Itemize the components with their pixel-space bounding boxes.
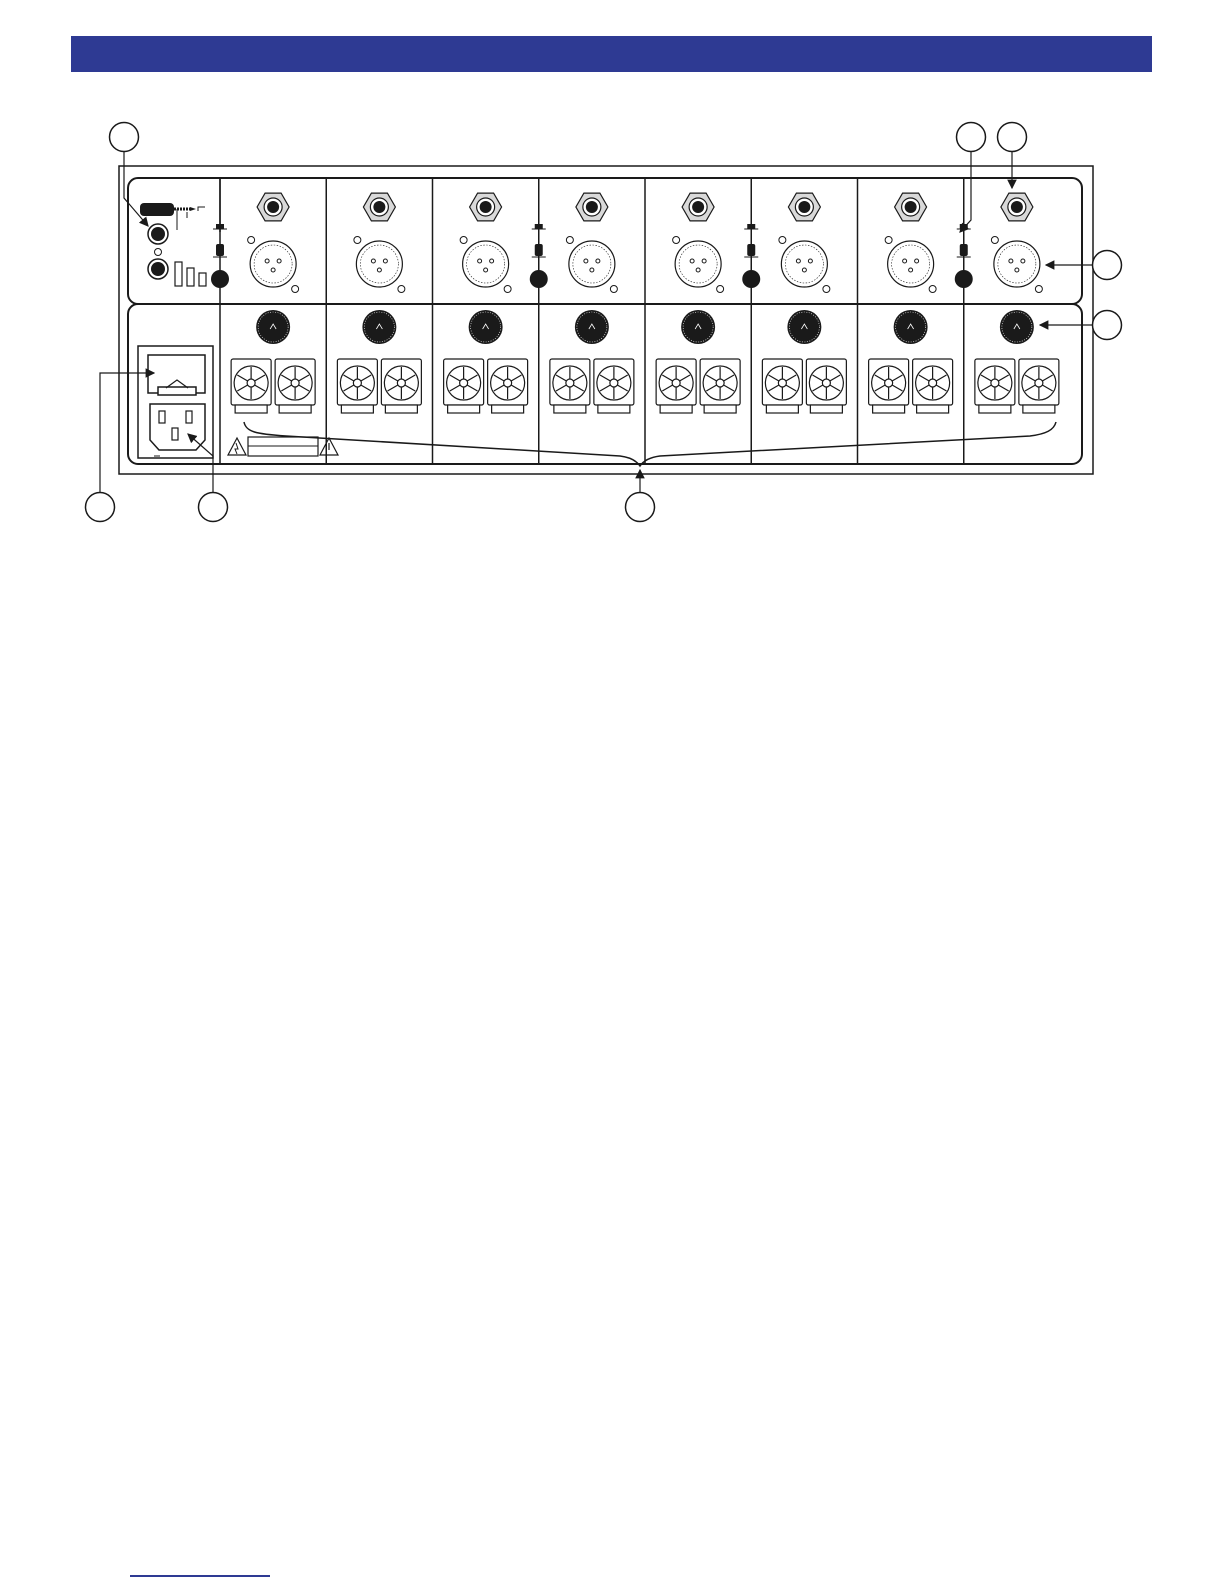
callout-circle-1 (110, 123, 139, 152)
xlr-screw-icon (823, 286, 830, 293)
speaker-terminal-base (385, 405, 417, 413)
callout-circle-6 (86, 493, 115, 522)
xlr-screw-icon (610, 286, 617, 293)
switch-down-icon (216, 244, 224, 256)
xlr-screw-icon (354, 237, 361, 244)
trs-jack-hole (267, 201, 279, 213)
speaker-terminal-base (279, 405, 311, 413)
xlr-input-connector (888, 241, 934, 287)
terminal-hub (566, 379, 574, 387)
speaker-terminal-base (660, 405, 692, 413)
speaker-terminal-base (448, 405, 480, 413)
channel-module-6 (751, 178, 846, 464)
jack-plug-icon (140, 203, 174, 216)
speaker-terminal-base (766, 405, 798, 413)
terminal-hub (504, 379, 512, 387)
iec-pin-left (159, 411, 165, 423)
xlr-screw-icon (717, 286, 724, 293)
xlr-screw-icon (929, 286, 936, 293)
level-dial (681, 310, 715, 344)
xlr-input-connector (250, 241, 296, 287)
xlr-input-connector (356, 241, 402, 287)
xlr-screw-icon (292, 286, 299, 293)
xlr-input-connector (994, 241, 1040, 287)
terminal-hub (778, 379, 786, 387)
terminal-hub (353, 379, 361, 387)
switch-up-icon (216, 224, 224, 229)
iec-inlet (150, 404, 205, 450)
level-dial (894, 310, 928, 344)
callout-leader-2 (960, 152, 971, 232)
level-dial (469, 310, 503, 344)
speaker-outputs-brace (244, 422, 1056, 466)
terminal-hub (1035, 379, 1043, 387)
callout-circle-2 (957, 123, 986, 152)
link-input-section (140, 203, 206, 286)
dip-switch-1 (175, 262, 182, 286)
speaker-terminal-base (235, 405, 267, 413)
xlr-input-connector (569, 241, 615, 287)
fuse-tab (158, 387, 196, 395)
xlr-input-connector (781, 241, 827, 287)
speaker-terminal-base (979, 405, 1011, 413)
speaker-terminal-base (704, 405, 736, 413)
iec-pin-ground (172, 428, 178, 440)
dip-switch-2 (187, 268, 194, 286)
terminal-hub (991, 379, 999, 387)
xlr-screw-icon (248, 237, 255, 244)
xlr-screw-icon (1035, 286, 1042, 293)
xlr-screw-icon (991, 237, 998, 244)
gain-knob (211, 270, 229, 288)
power-section (138, 346, 213, 458)
level-dial (575, 310, 609, 344)
terminal-hub (885, 379, 893, 387)
iec-pin-right (186, 411, 192, 423)
speaker-terminal-base (810, 405, 842, 413)
speaker-terminal-base (1023, 405, 1055, 413)
speaker-terminal-base (341, 405, 373, 413)
channel-module-1 (211, 178, 315, 464)
channel-module-7 (858, 178, 973, 464)
terminal-hub (291, 379, 299, 387)
xlr-screw-icon (398, 286, 405, 293)
trs-jack-hole (480, 201, 492, 213)
channel-module-3 (433, 178, 548, 464)
ground-screw-icon (155, 249, 162, 256)
speaker-terminal-base (917, 405, 949, 413)
terminal-hub (822, 379, 830, 387)
trs-jack-hole (692, 201, 704, 213)
xlr-input-connector (463, 241, 509, 287)
footer-link-underline (130, 1575, 270, 1577)
xlr-screw-icon (779, 237, 786, 244)
channel-module-5 (645, 178, 760, 464)
callout-circle-4 (1093, 251, 1122, 280)
callout-circle-5 (1093, 311, 1122, 340)
channel-module-8 (964, 178, 1059, 464)
speaker-terminal-base (873, 405, 905, 413)
xlr-screw-icon (460, 237, 467, 244)
trs-jack-hole (373, 201, 385, 213)
xlr-input-connector (675, 241, 721, 287)
terminal-hub (929, 379, 937, 387)
terminal-hub (460, 379, 468, 387)
dip-switch-3 (199, 273, 206, 286)
xlr-screw-icon (566, 237, 573, 244)
rear-panel-diagram (0, 0, 1225, 540)
channel-module-4 (539, 178, 634, 464)
terminal-hub (247, 379, 255, 387)
speaker-terminal-base (492, 405, 524, 413)
callout-circle-7 (199, 493, 228, 522)
xlr-screw-icon (673, 237, 680, 244)
trs-jack-hole (905, 201, 917, 213)
level-dial (1000, 310, 1034, 344)
xlr-screw-icon (504, 286, 511, 293)
speaker-terminal-base (598, 405, 630, 413)
fuse-holder-frame (138, 346, 213, 458)
xlr-screw-icon (885, 237, 892, 244)
callout-circle-8 (626, 493, 655, 522)
warning-label (228, 437, 338, 456)
terminal-hub (397, 379, 405, 387)
level-dial (787, 310, 821, 344)
trs-jack-hole (586, 201, 598, 213)
level-dial (362, 310, 396, 344)
terminal-hub (672, 379, 680, 387)
trs-jack-hole (798, 201, 810, 213)
channel-module-2 (326, 178, 421, 464)
terminal-hub (610, 379, 618, 387)
speaker-terminal-base (554, 405, 586, 413)
trs-jack-hole (1011, 201, 1023, 213)
terminal-hub (716, 379, 724, 387)
callout-circle-3 (998, 123, 1027, 152)
level-dial (256, 310, 290, 344)
